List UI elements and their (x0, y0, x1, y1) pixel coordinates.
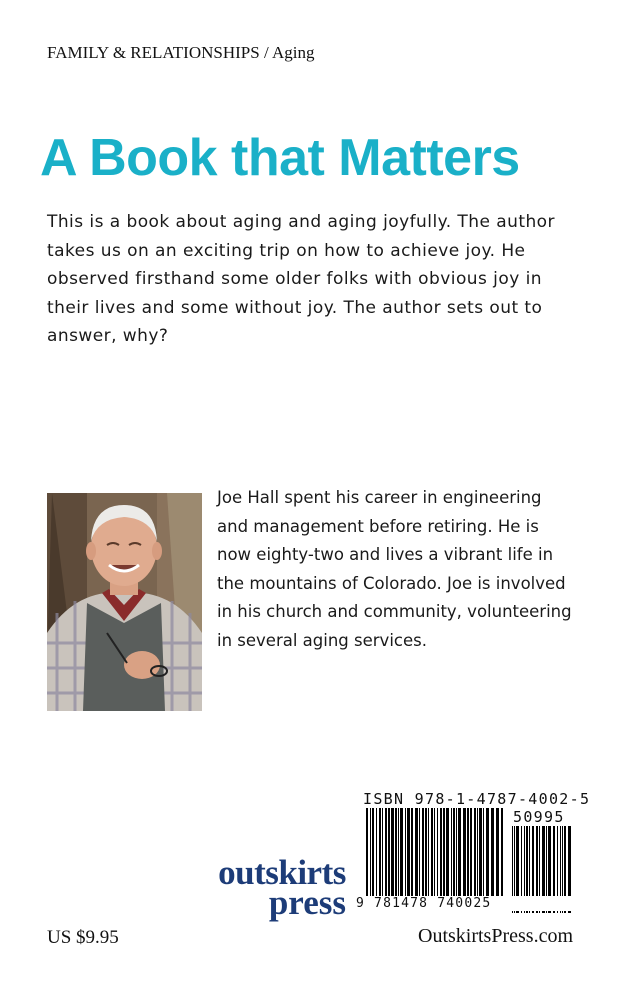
author-photo (47, 493, 202, 711)
price-label: US $9.95 (47, 927, 119, 948)
publisher-website: OutskirtsPress.com (418, 925, 573, 947)
book-title: A Book that Matters (40, 129, 520, 187)
isbn-label: ISBN 978-1-4787-4002-5 (363, 790, 591, 808)
category-label: FAMILY & RELATIONSHIPS / Aging (47, 43, 315, 62)
publisher-logo (212, 853, 352, 922)
publisher-name-line2: press (268, 883, 346, 922)
author-bio: Joe Hall spent his career in engineering and management before retiring. He is now eighty-two and lives a vibrant life in the mountains of Colorado. Joe is involved in his church and community, volunteering in several aging services. (217, 488, 572, 650)
price-code: 50995 (513, 808, 565, 826)
barcode-digits: 9 781478 740025 (356, 896, 576, 911)
publisher-name-line1: outskirts (218, 853, 346, 892)
book-description: This is a book about aging and aging joyfully. The author takes us on an exciting trip on how to achieve joy. He observed firsthand some older folks with obvious joy in their lives and some without joy. The author sets out to answer, why? (47, 212, 555, 346)
